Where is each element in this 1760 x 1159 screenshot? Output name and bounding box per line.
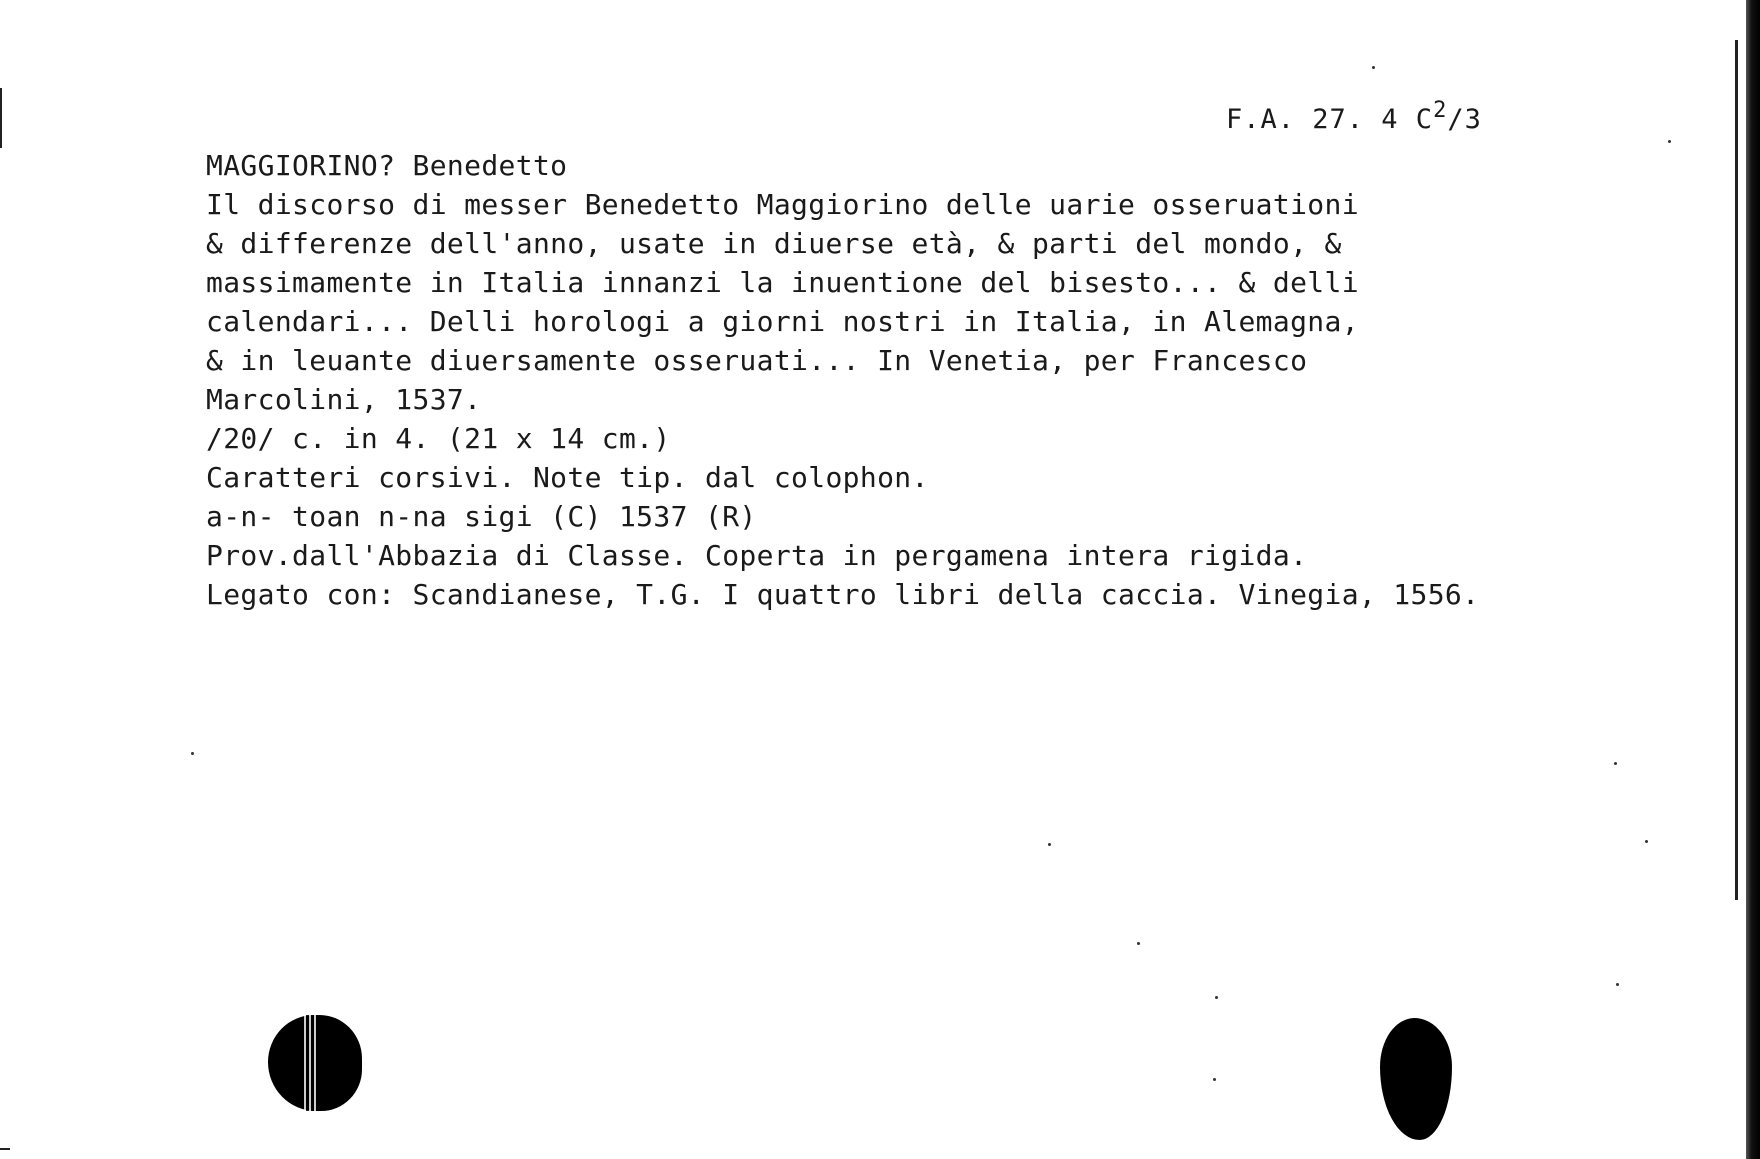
shelfmark-suffix: /3 xyxy=(1447,104,1482,135)
scan-edge-mark xyxy=(0,88,2,148)
punch-hole-left xyxy=(268,1015,362,1111)
catalog-entry xyxy=(206,146,1726,614)
scan-edge-line xyxy=(1735,40,1738,900)
speck xyxy=(1213,1078,1216,1081)
shelfmark-text: F.A. 27. 4 C xyxy=(1226,104,1434,135)
scan-edge-mark-bottom xyxy=(0,1148,10,1150)
title-line-2: & differenze dell'anno, usate in diuerse età, & parti del mondo, & xyxy=(206,227,1342,260)
speck xyxy=(1215,996,1218,999)
speck xyxy=(1614,762,1617,765)
fingerprint-line: a-n- toan n-na sigi (C) 1537 (R) xyxy=(206,500,757,533)
bound-with-line: Legato con: Scandianese, T.G. I quattro libri della caccia. Vinegia, 1556. xyxy=(206,578,1480,611)
punch-hole-right xyxy=(1380,1018,1452,1140)
imprint-line: Marcolini, 1537. xyxy=(206,383,482,416)
provenance-line: Prov.dall'Abbazia di Classe. Coperta in pergamena intera rigida. xyxy=(206,539,1308,572)
speck xyxy=(1137,942,1140,945)
speck xyxy=(1616,983,1619,986)
collation-line: /20/ c. in 4. (21 x 14 cm.) xyxy=(206,422,671,455)
speck xyxy=(1372,66,1375,69)
shelfmark-sup: 2 xyxy=(1433,98,1448,123)
title-line-4: calendari... Delli horologi a giorni nostri in Italia, in Alemagna, xyxy=(206,305,1359,338)
title-line-3: massimamente in Italia innanzi la inuentione del bisesto... & delli xyxy=(206,266,1359,299)
speck xyxy=(1048,843,1051,846)
shelfmark xyxy=(1226,98,1482,135)
title-line-5: & in leuante diuersamente osseruati... In Venetia, per Francesco xyxy=(206,344,1308,377)
scan-edge-right xyxy=(1746,0,1760,1159)
author-heading: MAGGIORINO? Benedetto xyxy=(206,149,568,182)
speck xyxy=(191,752,194,755)
note-line: Caratteri corsivi. Note tip. dal colophon. xyxy=(206,461,929,494)
title-line-1: Il discorso di messer Benedetto Maggiorino delle uarie osseruationi xyxy=(206,188,1359,221)
speck xyxy=(1645,840,1648,843)
speck xyxy=(1668,140,1671,143)
